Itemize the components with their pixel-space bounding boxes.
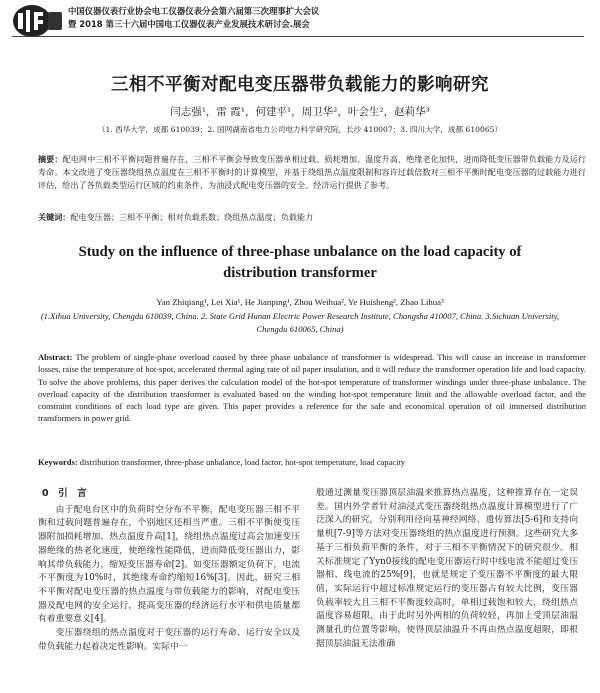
keywords-en bbox=[38, 456, 586, 468]
body-paragraph: 由于配电台区中的负荷时空分布不平衡，配电变压器三相不平衡和过载问题普遍存在，个别地区还相当严重。三相不平衡使变压器附加损耗增加、热点温度升高[1]，绕组热点温度过高会加速变压器绝缘的热老化速度，使绝缘性能降低，进而降低变压器出力，影响其带负载能力，缩短变压器寿命[2]。如变压器额定负荷下，电流不平衡度为10%时，其绝缘寿命约缩短16%[3]。因此，研究三相不平衡对配电变压器的热点温度与带负载能力的影响，对配电变压器及配电网的安全运行，提高变压器的经济运行水平和供电质量都有着重要意义[4]。 bbox=[38, 504, 300, 625]
abstract-cn-text: 配电网中三相不平衡问题普遍存在，三相不平衡会导致变压器单相过载、损耗增加、温度升高、绝缘老化加快，进而降低变压器带负载能力及运行寿命。本文改进了变压器绕组热点温度在三相不平衡时的计算模型，并基于绕组热点温度限制和容许过载倍数对三相不平衡时配电变压器的过载能力进行评估，给出了各负载类型运行区域的约束条件，为油浸式配电变压器的安全、经济运行提供了参考。 bbox=[38, 154, 586, 191]
abstract-cn bbox=[38, 153, 586, 193]
keywords-en-label: Keywords: bbox=[38, 457, 78, 467]
body-right-column bbox=[316, 487, 578, 651]
conference-logo bbox=[12, 4, 64, 38]
keywords-en-text: distribution transformer, three-phase unbalance, load factor, hot-spot temperature, load capacity bbox=[77, 457, 406, 467]
abstract-en-label: Abstract: bbox=[38, 352, 73, 362]
body-left-column bbox=[38, 487, 300, 654]
section-heading-introduction: 0 引 言 bbox=[42, 488, 87, 499]
abstract-en-text: The problem of single-phase overload caused by three phase unbalance of transformer is widespread. This will cause an increase in transformer losses, raise the temperature of hot-spot, accelerated thermal aging rate of oil paper insulation, and it will reduce the transformer operation life and load capacity. To solve the above problems, this paper derives the calculation model of the hot-spot temperature of transformer windings under three-phase unbalance. The overload capacity of the distribution transformer is evaluated based on the winding hot-spot temperature limit and the allowable overload factor, and the constraint conditions of each load type are given. This paper provides a reference for the safe and economical operation of oil immersed distribution transformers in power grid. bbox=[38, 352, 586, 424]
paper-title-en: Study on the influence of three-phase unbalance on the load capacity of distribution transformer bbox=[78, 244, 522, 281]
body-paragraph: 般通过测量变压器顶层油温来推算热点温度，这种推算存在一定误差。国内外学者针对油浸式变压器绕组热点温度计算模型进行了广泛深入的研究，分别利用径向基神经网络、遗传算法[5-6]和支持向量机[7-9]等方法对变压器绕组的热点温度进行预测。这些研究大多基于三相负荷平衡的条件，对于三相不平衡情况下的研究很少。相关标准规定了Yyn0接线的配电变压器运行时中线电流不能超过变压器相、线电流的25%[9]，也就是规定了变压器不平衡度的最大限值，实际运行中超过标准规定运行的变压器占有较大比例，变压器负载率较大且三相不平衡度较高时，单相过载饱和较大，绕组热点温度容易超限，由于此时另外两相的负荷较轻，再加上受顶层油温测量孔的位置等影响，使得顶层油温升不再由热点温度超限，即根据顶层油温无法准确 bbox=[316, 488, 578, 649]
abstract-cn-label: 摘要： bbox=[38, 154, 63, 164]
header-line-2: 暨 2018 第三十六届中国电工仪器仪表产业发展技术研讨会.展会 bbox=[68, 19, 310, 29]
conference-header bbox=[68, 5, 319, 31]
body-paragraph: 变压器绕组的热点温度对于变压器的运行寿命、运行安全以及带负载能力起着决定性影响。实际中一 bbox=[38, 628, 300, 652]
affiliations-cn: （1. 西华大学，成都 610039；2. 国网湖南省电力公司电力科学研究院，长沙 410007；3. 四川大学，成都 610065） bbox=[97, 125, 503, 134]
paper-title-cn: 三相不平衡对配电变压器带负载能力的影响研究 bbox=[111, 75, 489, 95]
header-line-1: 中国仪器仪表行业协会电工仪器仪表分会第六届第三次理事扩大会议 bbox=[68, 6, 320, 16]
authors-cn: 闫志强¹，雷 霞¹，何建平¹，周卫华²，叶会生²，赵莉华³ bbox=[170, 106, 430, 118]
keywords-cn-text: 配电变压器；三相不平衡；相对负载系数；绕组热点温度；负载能力 bbox=[70, 212, 314, 222]
authors-en: Yan Zhiqiang¹, Lei Xia¹, He Jianping¹, Zhou Weihua², Ye Huisheng², Zhao Lihua³ bbox=[156, 297, 444, 307]
keywords-cn-label: 关键词： bbox=[38, 212, 71, 222]
header-divider bbox=[12, 36, 584, 37]
affiliations-en: (1.Xihua University, Chengdu 610039, China. 2. State Grid Hunan Electric Power Research Institute, Changsha 410007, China. 3.Sichuan University, Chengdu 610065, China) bbox=[40, 311, 560, 334]
abstract-en bbox=[38, 351, 586, 425]
keywords-cn bbox=[38, 211, 586, 224]
